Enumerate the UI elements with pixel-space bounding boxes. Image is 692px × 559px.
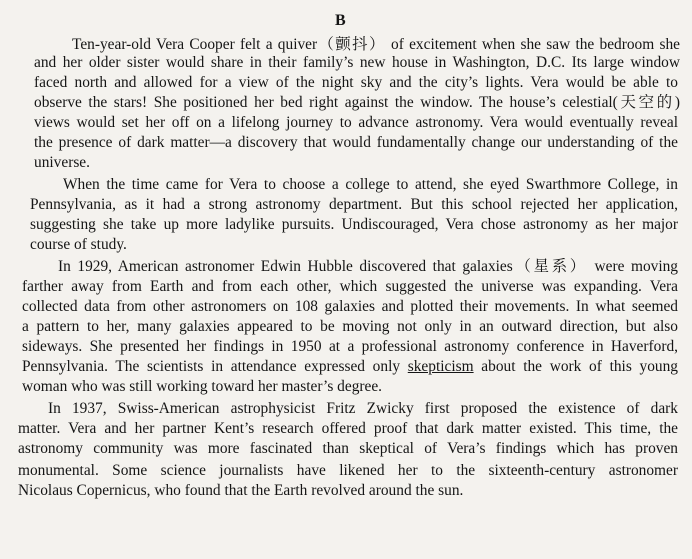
text-line [34, 94, 680, 112]
underlined-word: skepticism [407, 358, 474, 375]
text-line [30, 236, 678, 254]
text-line-content: Nicolaus Copernicus, who found that the Earth revolved around the sun. [18, 482, 464, 499]
text-line-content: When the time came for Vera to choose a college to attend, she eyed Swarthmore College, in [63, 176, 678, 193]
text-line-content: the presence of dark matter—a discovery that would fundamentally change our understanding of the [34, 134, 678, 151]
text-line-content: farther away from Earth and from each other, which suggested the universe was expanding. Vera [22, 278, 678, 295]
text-line-content: In 1937, Swiss-American astrophysicist Fritz Zwicky first proposed the existence of dark [48, 400, 678, 417]
text-line [22, 278, 678, 296]
text-line-content: views would set her off on a lifelong journey to advance astronomy. Vera would eventually reveal [34, 114, 678, 131]
text-line-content: Pennsylvania. The scientists in attendance expressed only skepticism about the work of this young [22, 358, 678, 375]
text-line [34, 134, 678, 152]
text-line [34, 114, 678, 132]
text-line-content: Pennsylvania, as it had a strong astronomy department. But this school rejected her application, [30, 196, 678, 213]
text-line [22, 338, 678, 356]
text-line-content: and her older sister would share in their family’s new house in Washington, D.C. Its large window [34, 54, 680, 71]
text-line [72, 36, 680, 54]
text-line [34, 54, 680, 72]
section-label: B [335, 12, 346, 29]
text-line [63, 176, 678, 194]
text-line [22, 318, 678, 336]
text-line-content: universe. [34, 154, 90, 171]
text-line [18, 440, 678, 458]
text-line-content: monumental. Some science journalists have likened her to the sixteenth-century astronomer [18, 462, 678, 479]
text-line [34, 154, 678, 172]
text-line-content: Ten-year-old Vera Cooper felt a quiver（颤抖） of excitement when she saw the bedroom she [72, 36, 680, 53]
text-line-content: matter. Vera and her partner Kent’s research offered proof that dark matter existed. This time, the [18, 420, 678, 437]
text-line [18, 420, 678, 438]
text-line [48, 400, 678, 418]
text-line-content: observe the stars! She positioned her bed right against the window. The house’s celestial(天空的) [34, 94, 680, 111]
text-line [22, 298, 678, 316]
text-line [18, 482, 678, 500]
text-line-content: astronomy community was more fascinated than skeptical of Vera’s findings which has proven [18, 440, 678, 457]
text-line-content: faced north and allowed for a view of the night sky and the city’s lights. Vera would be able to [34, 74, 678, 91]
text-line [30, 216, 678, 234]
text-line-content: a pattern to her, many galaxies appeared to be moving not only in an outward direction, but also [22, 318, 678, 335]
text-line-content: woman who was still working toward her master’s degree. [22, 378, 383, 395]
text-line [30, 196, 678, 214]
text-line [18, 462, 678, 480]
text-line-content: suggesting she take up more ladylike pursuits. Undiscouraged, Vera chose astronomy as her major [30, 216, 678, 233]
text-line [34, 74, 678, 92]
text-line-content: In 1929, American astronomer Edwin Hubble discovered that galaxies（星系） were moving [58, 258, 678, 275]
text-line [58, 258, 678, 276]
text-line [22, 378, 678, 396]
text-line [22, 358, 678, 376]
text-line-content: course of study. [30, 236, 127, 253]
text-line-content: sideways. She presented her findings in 1950 at a professional astronomy conference in Haverford, [22, 338, 678, 355]
text-line-content: collected data from other astronomers on 108 galaxies and plotted their movements. In what seemed [22, 298, 678, 315]
